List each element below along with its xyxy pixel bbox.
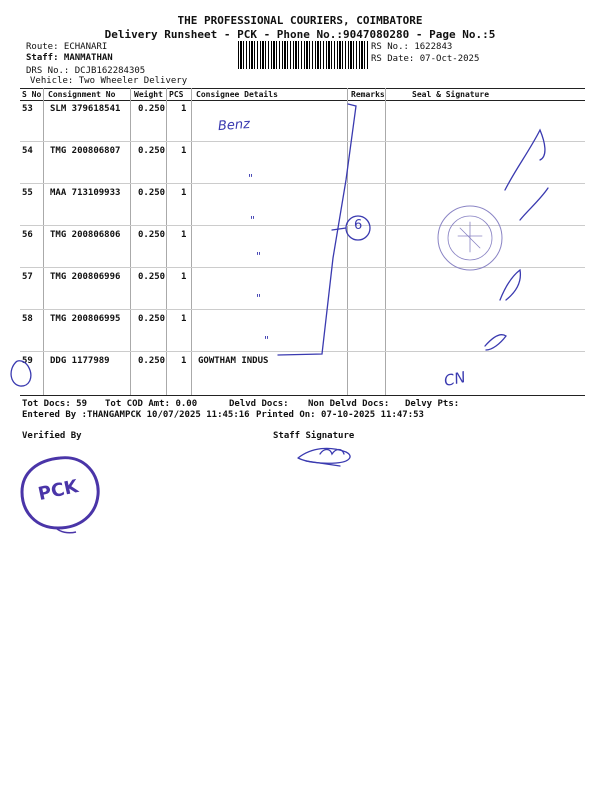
row-consignment: TMG 200806995 xyxy=(50,314,121,324)
row-consignment: MAA 713109933 xyxy=(50,188,121,198)
row-consignee: GOWTHAM INDUS xyxy=(198,356,269,366)
rs-number: RS No.: 1622843 xyxy=(371,42,453,52)
pck-stamp-text: PCK xyxy=(36,476,81,505)
ditto-mark: " xyxy=(250,214,256,227)
total-docs: Tot Docs: 59 xyxy=(22,399,88,409)
row-consignment: TMG 200806807 xyxy=(50,146,121,156)
row-weight: 0.250 xyxy=(138,188,166,198)
col-header-remarks: Remarks xyxy=(351,90,385,99)
row-sno: 58 xyxy=(22,314,33,324)
delivered-docs: Delvd Docs: xyxy=(229,399,289,409)
handwritten-benz: Benz xyxy=(217,116,251,135)
row59-circle-mark xyxy=(11,361,31,386)
row-pcs: 1 xyxy=(181,230,187,240)
printed-on: Printed On: 07-10-2025 11:47:53 xyxy=(256,410,424,420)
row-pcs: 1 xyxy=(181,146,187,156)
col-header-weight: Weight xyxy=(134,90,163,99)
row-sno: 53 xyxy=(22,104,33,114)
row-weight: 0.250 xyxy=(138,314,166,324)
ditto-mark: " xyxy=(248,172,254,185)
col-header-pcs: PCS xyxy=(169,90,184,99)
row-pcs: 1 xyxy=(181,314,187,324)
entered-by: Entered By :THANGAMPCK 10/07/2025 11:45:16 xyxy=(22,410,250,420)
bracket-line xyxy=(278,104,356,355)
row-sno: 59 xyxy=(22,356,33,366)
row-pcs: 1 xyxy=(181,356,187,366)
row-weight: 0.250 xyxy=(138,272,166,282)
staff-label: Staff: MANMATHAN xyxy=(26,53,113,63)
row-sno: 57 xyxy=(22,272,33,282)
col-header-sno: S No xyxy=(22,90,42,99)
row-consignment: DDG 1177989 xyxy=(50,356,110,366)
row-consignment: TMG 200806806 xyxy=(50,230,121,240)
total-cod-amount: Tot COD Amt: 0.00 xyxy=(105,399,198,409)
route-label: Route: ECHANARI xyxy=(26,42,108,52)
row-sno: 54 xyxy=(22,146,33,156)
remark-number: 6 xyxy=(354,218,363,233)
verified-by-label: Verified By xyxy=(22,431,82,441)
col-header-consignment: Consignment No xyxy=(48,90,116,99)
drs-number: DRS No.: DCJB162284305 xyxy=(26,66,146,76)
row-pcs: 1 xyxy=(181,104,187,114)
row-pcs: 1 xyxy=(181,188,187,198)
ditto-mark: " xyxy=(264,334,270,347)
row-weight: 0.250 xyxy=(138,104,166,114)
vehicle-label: Vehicle: Two Wheeler Delivery xyxy=(30,76,188,86)
runsheet-subtitle: Delivery Runsheet - PCK - Phone No.:9047080280 - Page No.:5 xyxy=(104,28,496,41)
row-pcs: 1 xyxy=(181,272,187,282)
ditto-mark: " xyxy=(256,250,262,263)
staff-signature-label: Staff Signature xyxy=(273,431,355,441)
ditto-mark: " xyxy=(256,292,262,305)
rs-date: RS Date: 07-Oct-2025 xyxy=(371,54,480,64)
row-weight: 0.250 xyxy=(138,356,166,366)
row-consignment: TMG 200806996 xyxy=(50,272,121,282)
seal-signature-text: CN xyxy=(442,367,468,391)
row-sno: 55 xyxy=(22,188,33,198)
row-sno: 56 xyxy=(22,230,33,240)
row-consignment: SLM 379618541 xyxy=(50,104,121,114)
company-name: THE PROFESSIONAL COURIERS, COIMBATORE xyxy=(177,14,423,27)
col-header-seal: Seal & Signature xyxy=(412,90,490,99)
col-header-consignee: Consignee Details xyxy=(196,90,278,99)
row-weight: 0.250 xyxy=(138,230,166,240)
non-delivered-docs: Non Delvd Docs: xyxy=(308,399,390,409)
delivery-points: Delvy Pts: xyxy=(405,399,460,409)
row-weight: 0.250 xyxy=(138,146,166,156)
signature-scribble xyxy=(505,130,545,190)
